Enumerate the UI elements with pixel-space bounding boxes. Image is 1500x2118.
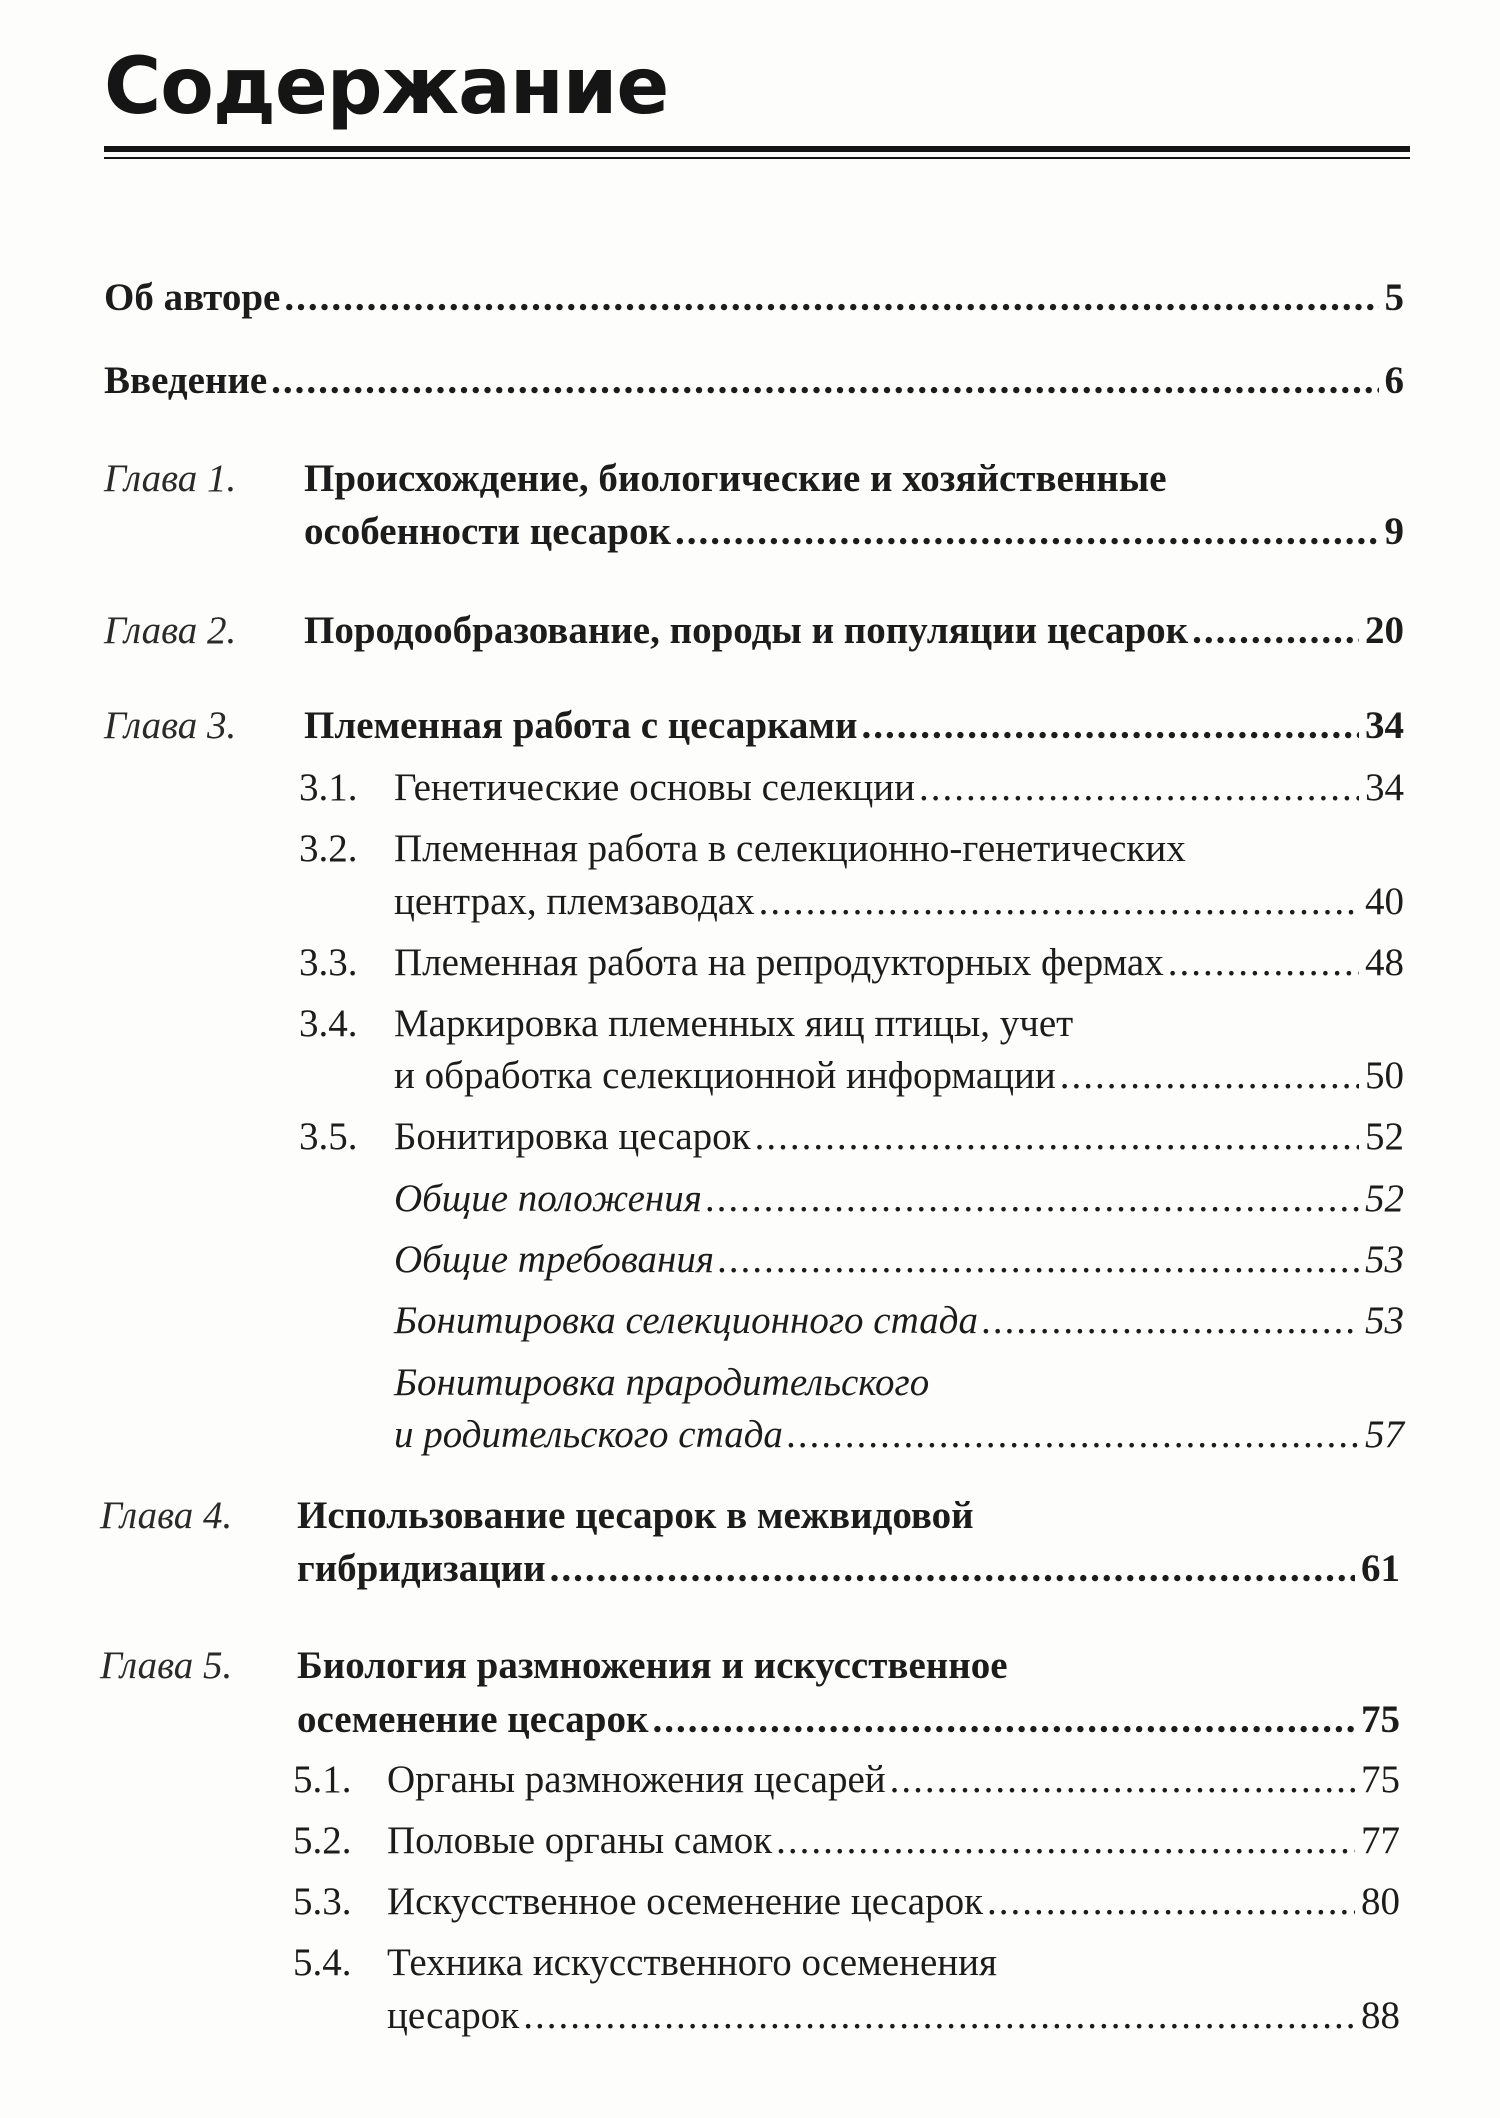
dot-leader — [718, 1240, 1359, 1279]
toc-page-number: 34 — [1365, 766, 1404, 809]
section-number-3-3: 3.3. — [299, 941, 358, 984]
dot-leader — [706, 1179, 1359, 1218]
toc-entry-text: Породообразование, породы и популяции цесарок — [304, 609, 1189, 652]
toc-entry-section-3-3[interactable] — [394, 943, 1404, 982]
toc-page-number: 52 — [1365, 1177, 1404, 1220]
dot-leader — [1192, 611, 1359, 650]
section-number-3-2: 3.2. — [299, 827, 358, 870]
toc-page-number: 34 — [1365, 704, 1404, 747]
chapter-5-title-line2: осеменение цесарок — [297, 1698, 649, 1741]
dot-leader — [861, 706, 1359, 745]
dot-leader — [652, 1700, 1355, 1739]
toc-entry-text: Об авторе — [104, 276, 281, 319]
toc-entry-general-provisions[interactable] — [394, 1179, 1404, 1218]
section-number-3-4: 3.4. — [299, 1002, 358, 1045]
toc-entry-section-3-2[interactable] — [394, 882, 1404, 921]
toc-entry-parent-flock-grading[interactable] — [394, 1415, 1404, 1454]
toc-entry-section-5-2[interactable] — [387, 1821, 1400, 1860]
toc-page-number: 88 — [1361, 1994, 1400, 2037]
section-number-3-5: 3.5. — [299, 1115, 358, 1158]
dot-leader — [675, 512, 1379, 551]
toc-entry-section-3-5[interactable] — [394, 1117, 1404, 1156]
dot-leader — [271, 361, 1378, 400]
toc-entry-text: Органы размножения цесарей — [387, 1758, 886, 1801]
toc-page-number: 61 — [1361, 1547, 1400, 1590]
section-number-5-1: 5.1. — [293, 1758, 352, 1801]
toc-entry-text: Генетические основы селекции — [394, 766, 916, 809]
toc-page-number: 48 — [1365, 941, 1404, 984]
toc-entry-about-author[interactable] — [104, 278, 1404, 317]
title-rule-thin — [104, 157, 1410, 159]
toc-page-number: 5 — [1384, 276, 1404, 319]
section-number-5-3: 5.3. — [293, 1880, 352, 1923]
dot-leader — [982, 1301, 1359, 1340]
toc-page-number: 75 — [1361, 1758, 1400, 1801]
toc-page-number: 40 — [1365, 880, 1404, 923]
toc-entry-section-3-4[interactable] — [394, 1056, 1404, 1095]
chapter-4-title-line1[interactable]: Использование цесарок в межвидовой — [297, 1494, 974, 1537]
toc-entry-chapter-2[interactable] — [304, 611, 1404, 650]
dot-leader — [787, 1415, 1359, 1454]
chapter-label-5: Глава 5. — [100, 1644, 233, 1687]
toc-entry-chapter-5[interactable] — [297, 1700, 1400, 1739]
toc-page-number: 9 — [1384, 510, 1404, 553]
section-number-5-2: 5.2. — [293, 1819, 352, 1862]
chapter-4-title-line2: гибридизации — [297, 1547, 546, 1590]
toc-page-number: 52 — [1365, 1115, 1404, 1158]
section-5-4-line2: цесарок — [387, 1994, 520, 2037]
section-3-4-line1[interactable]: Маркировка племенных яиц птицы, учет — [394, 1002, 1074, 1045]
toc-entry-text: Искусственное осеменение цесарок — [387, 1880, 984, 1923]
toc-entry-chapter-4[interactable] — [297, 1549, 1400, 1588]
dot-leader — [987, 1882, 1355, 1921]
dot-leader — [284, 278, 1378, 317]
chapter-label-3: Глава 3. — [104, 704, 237, 747]
toc-entry-text: Общие требования — [394, 1238, 714, 1281]
toc-page-number: 80 — [1361, 1880, 1400, 1923]
dot-leader — [1168, 943, 1359, 982]
page-title: Содержание — [104, 42, 669, 132]
dot-leader — [550, 1549, 1355, 1588]
chapter-1-title-line2: особенности цесарок — [304, 510, 671, 553]
dot-leader — [776, 1821, 1355, 1860]
section-3-2-line2: центрах, племзаводах — [394, 880, 755, 923]
section-3-2-line1[interactable]: Племенная работа в селекционно-генетических — [394, 827, 1186, 870]
toc-page-number: 20 — [1365, 609, 1404, 652]
dot-leader — [755, 1117, 1359, 1156]
toc-entry-text: Бонитировка селекционного стада — [394, 1299, 978, 1342]
toc-entry-section-3-1[interactable] — [394, 768, 1404, 807]
toc-entry-text: Общие положения — [394, 1177, 702, 1220]
toc-page-number: 57 — [1365, 1413, 1404, 1456]
section-5-4-line1[interactable]: Техника искусственного осеменения — [387, 1941, 997, 1984]
subsection-grading-line1[interactable]: Бонитировка прародительского — [394, 1361, 930, 1404]
toc-entry-chapter-3[interactable] — [304, 706, 1404, 745]
toc-page-number: 50 — [1365, 1054, 1404, 1097]
dot-leader — [919, 768, 1359, 807]
toc-entry-section-5-3[interactable] — [387, 1882, 1400, 1921]
toc-page-number: 53 — [1365, 1299, 1404, 1342]
dot-leader — [1060, 1056, 1359, 1095]
toc-entry-text: Половые органы самок — [387, 1819, 773, 1862]
title-rule-thick — [104, 146, 1410, 152]
toc-entry-text: Бонитировка цесарок — [394, 1115, 751, 1158]
subsection-grading-line2: и родительского стада — [394, 1413, 783, 1456]
toc-entry-chapter-1[interactable] — [304, 512, 1404, 551]
toc-entry-text: Введение — [104, 359, 268, 402]
chapter-label-2: Глава 2. — [104, 609, 237, 652]
chapter-label-1: Глава 1. — [104, 457, 237, 500]
section-3-4-line2: и обработка селекционной информации — [394, 1054, 1056, 1097]
chapter-5-title-line1[interactable]: Биология размножения и искусственное — [297, 1644, 1008, 1687]
toc-entry-text: Племенная работа на репродукторных фермах — [394, 941, 1164, 984]
toc-page-number: 53 — [1365, 1238, 1404, 1281]
toc-entry-general-requirements[interactable] — [394, 1240, 1404, 1279]
toc-entry-selection-flock-grading[interactable] — [394, 1301, 1404, 1340]
section-number-3-1: 3.1. — [299, 766, 358, 809]
toc-page-number: 6 — [1384, 359, 1404, 402]
dot-leader — [890, 1760, 1355, 1799]
toc-entry-text: Племенная работа с цесарками — [304, 704, 858, 747]
chapter-1-title-line1[interactable]: Происхождение, биологические и хозяйственные — [304, 457, 1167, 500]
toc-page-number: 77 — [1361, 1819, 1400, 1862]
toc-entry-section-5-4[interactable] — [387, 1996, 1400, 2035]
toc-entry-introduction[interactable] — [104, 361, 1404, 400]
toc-page-number: 75 — [1361, 1698, 1400, 1741]
dot-leader — [523, 1996, 1355, 2035]
toc-entry-section-5-1[interactable] — [387, 1760, 1400, 1799]
chapter-label-4: Глава 4. — [100, 1494, 233, 1537]
section-number-5-4: 5.4. — [293, 1941, 352, 1984]
dot-leader — [759, 882, 1359, 921]
